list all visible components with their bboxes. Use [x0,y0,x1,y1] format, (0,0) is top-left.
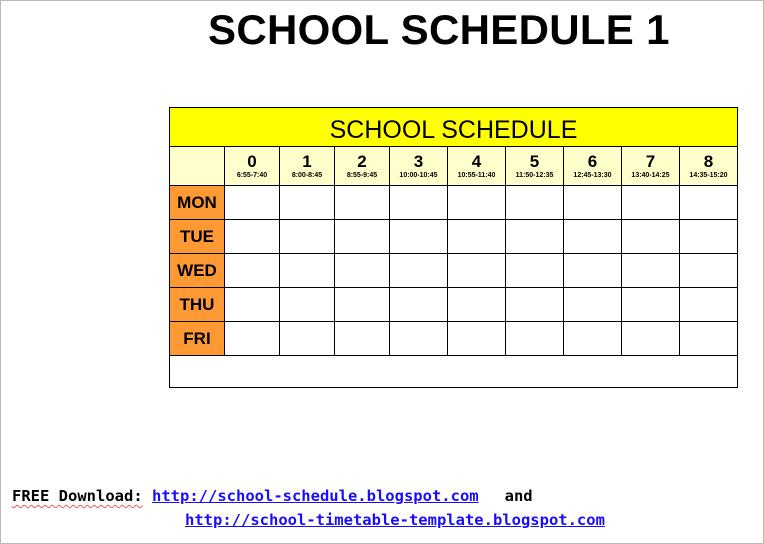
schedule-row-tue [170,220,738,254]
schedule-row-thu [170,288,738,322]
period-number: 2 [357,152,367,171]
period-header [390,147,448,186]
document-title: SCHOOL SCHEDULE 1 [208,6,670,53]
schedule-cell[interactable] [280,288,335,322]
schedule-cell[interactable] [280,186,335,220]
day-label-wed: WED [170,254,225,288]
schedule-cell[interactable] [564,322,622,356]
schedule-cell[interactable] [335,254,390,288]
schedule-cell[interactable] [506,322,564,356]
schedule-cell[interactable] [564,254,622,288]
period-header [564,147,622,186]
schedule-table [169,107,738,388]
period-header [335,147,390,186]
schedule-cell[interactable] [680,186,738,220]
period-time: 14:35-15:20 [689,172,728,179]
schedule-cell[interactable] [225,254,280,288]
schedule-cell[interactable] [506,220,564,254]
schedule-row-fri [170,322,738,356]
schedule-cell[interactable] [390,220,448,254]
period-header [225,147,280,186]
schedule-cell[interactable] [448,220,506,254]
period-header [506,147,564,186]
schedule-cell[interactable] [680,322,738,356]
schedule-cell[interactable] [390,254,448,288]
schedule-cell[interactable] [506,288,564,322]
schedule-cell[interactable] [506,186,564,220]
schedule-cell[interactable] [448,186,506,220]
period-time: 13:40-14:25 [631,172,670,179]
schedule-cell[interactable] [622,220,680,254]
schedule-cell[interactable] [390,322,448,356]
schedule-cell[interactable] [564,220,622,254]
schedule-cell[interactable] [335,220,390,254]
schedule-blog-link[interactable]: http://school-schedule.blogspot.com [152,487,479,505]
footer-and-text: and [504,487,533,505]
period-header [622,147,680,186]
period-number: 7 [645,152,656,171]
period-number: 5 [529,152,540,171]
schedule-cell[interactable] [564,288,622,322]
footer-line-2 [12,508,605,532]
schedule-cell[interactable] [335,322,390,356]
schedule-cell[interactable] [335,186,390,220]
schedule-cell[interactable] [622,186,680,220]
period-number: 1 [302,152,312,171]
schedule-cell[interactable] [680,254,738,288]
period-header [680,147,738,186]
schedule-cell[interactable] [335,288,390,322]
timetable-blog-link[interactable]: http://school-timetable-template.blogspot.com [185,511,605,529]
schedule-row-wed [170,254,738,288]
schedule-cell[interactable] [225,322,280,356]
day-label-tue: TUE [170,220,225,254]
day-label-thu: THU [170,288,225,322]
period-time: 11:50-12:35 [515,172,554,179]
day-label-fri: FRI [170,322,225,356]
header-corner-cell [170,147,225,186]
schedule-cell[interactable] [225,220,280,254]
period-number: 6 [587,152,598,171]
footer-line-1 [12,484,605,508]
download-footer [12,484,605,532]
schedule-cell[interactable] [225,288,280,322]
day-label-mon: MON [170,186,225,220]
schedule-cell[interactable] [680,220,738,254]
schedule-cell[interactable] [506,254,564,288]
schedule-cell[interactable] [448,322,506,356]
period-time: 8:55-9:45 [346,172,378,179]
schedule-cell[interactable] [448,288,506,322]
period-header [280,147,335,186]
period-time: 6:55-7:40 [236,172,268,179]
period-header [448,147,506,186]
period-time: 12:45-13:30 [573,172,612,179]
period-number: 4 [471,152,482,171]
period-time: 10:00-10:45 [399,172,438,179]
schedule-cell[interactable] [448,254,506,288]
period-time: 10:55-11:40 [457,172,496,179]
schedule-cell[interactable] [280,220,335,254]
notes-row[interactable] [170,356,738,388]
schedule-row-mon [170,186,738,220]
period-number: 3 [413,152,424,171]
schedule-cell[interactable] [564,186,622,220]
schedule-cell[interactable] [390,186,448,220]
schedule-cell[interactable] [280,254,335,288]
schedule-cell[interactable] [225,186,280,220]
period-time: 8:00-8:45 [291,172,323,179]
schedule-cell[interactable] [280,322,335,356]
schedule-cell[interactable] [622,322,680,356]
schedule-cell[interactable] [622,288,680,322]
free-download-label: FREE Download: [12,487,143,505]
period-number: 0 [247,152,257,171]
schedule-cell[interactable] [680,288,738,322]
schedule-cell[interactable] [390,288,448,322]
period-number: 8 [703,152,714,171]
schedule-banner: SCHOOL SCHEDULE [170,108,738,147]
schedule-cell[interactable] [622,254,680,288]
